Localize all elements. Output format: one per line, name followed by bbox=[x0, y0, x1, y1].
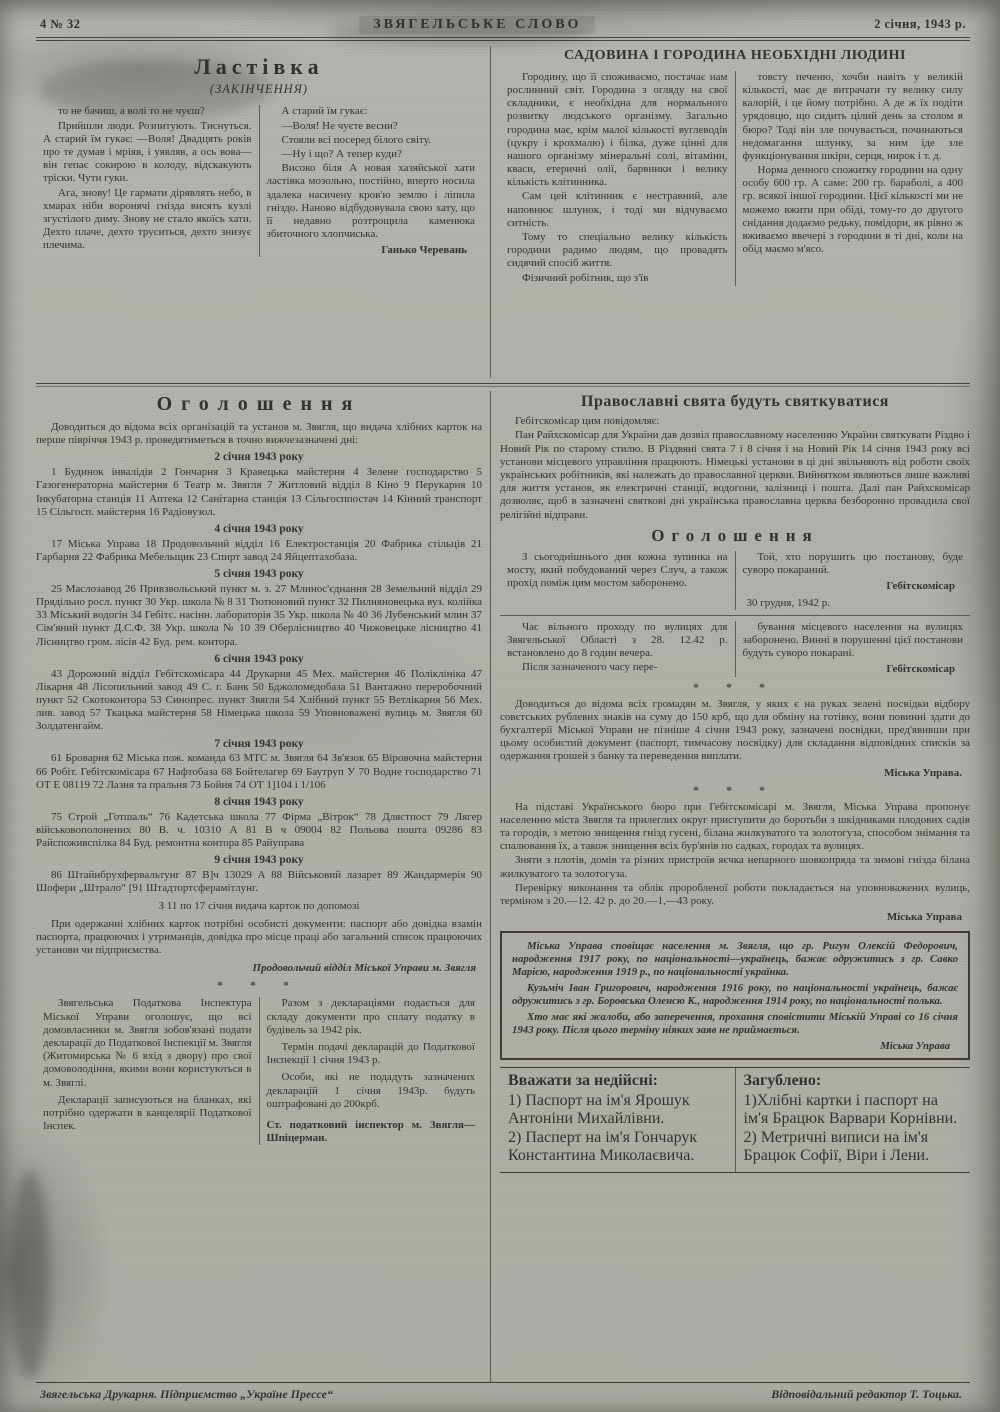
editor-imprint: Відповідальний редактор Т. Тоцька. bbox=[771, 1387, 962, 1401]
org-list: 17 Міська Управа 18 Продовольчий відділ 16 Електростанція 20 Фабрика стільців 21 Гарбарня 22 Фабрика Мебельщик 23 Спирт завод 24 Яйцептахобаза. bbox=[36, 537, 482, 563]
article-currency-exchange bbox=[500, 698, 970, 780]
paragraph: Тому то спеціально велику кількість городини радимо людям, що провадять сидячий спосіб життя. bbox=[507, 231, 728, 270]
list-item: 2) Метричні виписи на ім'я Брацюк Софії, Віри і Лени. bbox=[743, 1129, 930, 1165]
paragraph: Городину, що її споживаємо, постачає нам рослинний світ. Городина з огляду на свої складники, є необхідна для нормального розвитку людського організму. Загально городина має, крім малої кількості вуглеводів (цукру і крохмалю) і білка, дуже цінні для нашого організму мінеральні солі, вітаміни, кваси, етеричні олії, барвники і велику кількість клітинника. bbox=[507, 70, 728, 189]
printer-imprint: Звягельська Друкарня. Підприємство „Україне Прессе“ bbox=[40, 1387, 333, 1401]
column-left bbox=[500, 621, 735, 677]
department-signature: Продовольчий відділ Міської Управи м. Звягля bbox=[252, 962, 476, 975]
paragraph: Термін подачі декларацій до Податкової Інспекції 1 січня 1943 р. bbox=[266, 1040, 475, 1067]
list-item: 1) Паспорт на ім'я Ярошук Антоніни Михайлівни. bbox=[508, 1092, 690, 1128]
article-columns bbox=[500, 71, 970, 286]
paragraph: Особи, які не подадуть зазначених декларацій 1 січня 1943р. будуть оштрафовані до 200крб. bbox=[266, 1071, 475, 1110]
paragraph: Стояли всі посеред білого світу. bbox=[281, 133, 431, 146]
paragraph: Ага, знову! Це гармати дірявлять небо, в хмарах ніби воронячі гнізда висять кузлі згустілого диму. Знову не стало якоїсь хати. Дехто плаче, дехто труситься, дехто знизує плечима. bbox=[43, 186, 252, 252]
paragraph: Сам цей клітинник є нестравний, але наповнює шлунок, і тоді ми відчуваємо ситність. bbox=[507, 190, 728, 229]
date-heading: 8 січня 1943 року bbox=[214, 795, 304, 808]
gebietskommissar-signature: Гебітскомісар bbox=[886, 580, 955, 593]
org-list: 75 Строй „Готшаль“ 76 Кадетська школа 77 Фірма „Вітрок“ 78 Длястпост 79 Лягер військовополонених 80 В. ч. 10310 А 81 В ч 09004 82 Польова пошта 09286 83 Райспоживспілка 84 Буд. ремонтна контора 85 Райуправа bbox=[36, 810, 482, 850]
paragraph: Разом з деклараціями подається для складу документи про сплату податку в будівель за 1942 рік. bbox=[266, 997, 475, 1036]
article-marriage-announcements bbox=[500, 931, 970, 1060]
list-item: 1)Хлібні картки і паспорт на ім'я Брацюк Варвари Корнівни. bbox=[743, 1092, 958, 1128]
date-heading: 2 січня 1943 року bbox=[214, 451, 304, 464]
article-title: Ластівка bbox=[194, 54, 324, 79]
paragraph: Доводиться до відома всіх громадян м. Звягля, у яких є на руках зелені посвідки відбору совєтських рублевих знаків на суму до 150 крб, що для обміну на готівку, вони повинні здати до бухгалтерії Міської Управи не пізніше 4 січня 1943 року, зазначені посвідки, пред'явивши при цьому особистий документ (паспорт, тимчасову посвідку) для складання відповідних списків за одержання грошей з банку та переведення виплати. bbox=[500, 697, 970, 763]
city-board-signature: Міська Управа. bbox=[884, 766, 962, 779]
article-title: Оголошення bbox=[651, 525, 819, 545]
notices-invalid-lost bbox=[500, 1067, 970, 1173]
column-right bbox=[735, 71, 971, 286]
section-rule bbox=[36, 383, 970, 387]
notice-invalid bbox=[500, 1068, 735, 1172]
column-right bbox=[259, 997, 483, 1145]
inspector-signature: Ст. податковий інспектор м. Звягля—Шпіцерман. bbox=[266, 1118, 475, 1145]
paragraph: Після зазначеного часу пере- bbox=[522, 661, 658, 674]
column-left bbox=[36, 997, 259, 1145]
paragraph: Доводиться до відома всіх організацій та установ м. Звягля, що видача хлібних карток на перше півріччя 1943 р. проведятиметься в точно вижчезазначені дні: bbox=[36, 421, 482, 447]
paragraph: Гебітскомісар цим повідомляє: bbox=[515, 415, 660, 428]
article-sadovyna bbox=[491, 46, 970, 378]
page-header bbox=[36, 16, 970, 37]
article-orthodox-holidays bbox=[500, 392, 970, 522]
date-heading: 6 січня 1943 року bbox=[214, 652, 304, 665]
main-left-column bbox=[36, 391, 491, 1382]
gebietskommissar-signature: Гебітскомісар bbox=[886, 663, 955, 676]
paragraph: Кузьміч Іван Григорович, народження 1916 року, по національності українець, бажає одружитись з гр. Боровська Оленсю К., народження 1914 року, по національності полька. bbox=[512, 982, 958, 1008]
top-articles bbox=[36, 46, 970, 378]
paragraph: Декларації записуються на бланках, які потрібно одержати в канцелярії Податкової Інспек. bbox=[43, 1093, 252, 1133]
paragraph: Міська Управа сповіщає населення м. Звягля, що гр. Ригун Олексій Федорович, народження 1917 року, по національності—українець, бажає одружитись з гр. Савко Марією, народження 1919 р., по національності українка. bbox=[512, 940, 958, 979]
list-item: 2) Пасперт на ім'я Гончарук Константина Миколаєвича. bbox=[508, 1129, 698, 1165]
date-heading: 4 січня 1943 року bbox=[214, 522, 304, 535]
org-list: 61 Броварня 62 Міська пож. команда 63 МТС м. Звягля 64 Зв'язок 65 Віровочна майстерня 66 Робіт. Гебітскомісара 67 Нафтобаза 68 Бойтелагер 69 Баутруп У 70 Водне господарство 71 ОТ Е 08119 72 Лазня та пральня 73 Бойня 74 ОТ 1]104 і 1/106 bbox=[36, 752, 482, 791]
column-left bbox=[500, 71, 735, 286]
city-board-signature: Міська Управа bbox=[886, 911, 962, 924]
notice-lost bbox=[735, 1068, 971, 1172]
article-columns bbox=[500, 551, 970, 610]
date-heading: 7 січня 1943 року bbox=[214, 737, 304, 750]
paragraph: А старий їм гукає: bbox=[281, 105, 368, 118]
paragraph: Пан Райхскомісар для України дав дозвіл православному населенню України святкувати Різдво і Новий Рік по старому стилю. В Різдвяні свята 7 і 8 січня і на Новий Рік 14 січня 1943 року всі установи місцевого управління працюють. Німецькі установи в ці дні звільняють від роботи своїх українських робітників, які належать до православної церкви. Вийнятком являються лише важливі для життя установ, як електричні станції, водогони, залізниці і пошта. Далі пан Райхскомісар дозволяє, щоб в зазначені святкові дні українська православна церква безборонно провадила свої релігійні відправи. bbox=[500, 429, 970, 521]
city-board-signature: Міська Управа bbox=[880, 1040, 950, 1053]
article-columns bbox=[36, 105, 482, 257]
paragraph: —Воля! Не чуєте весни? bbox=[281, 119, 398, 132]
article-columns bbox=[500, 621, 970, 677]
org-list: 43 Дорожний відділ Гебітскомісара 44 Друкарня 45 Мех. майстерня 46 Поліклініка 47 Лікарня 48 Лісопильний завод 49 С. г. Банк 50 Бджоломедобаза 51 Вантажно переробочний пункт 52 Скотоконтора 53 Синопрес. пункт Звягля 54 Хлібний пункт 55 Ветлікарня 56 Мех. лив. завод 57 Ткацька майстерня 58 Німецька школа 59 Уповноважені вулиць м. Звягля 60 Золдатенгайм. bbox=[36, 667, 482, 733]
column-right bbox=[735, 551, 971, 610]
article-bridge-notice bbox=[500, 526, 970, 610]
column-right bbox=[735, 621, 971, 677]
article-pest-control bbox=[500, 801, 970, 925]
paragraph: бування місцевого населення на вулицях заборонено. Винні в порушенні цієї постанови будуть суворо покарані. bbox=[742, 620, 963, 660]
column-left bbox=[500, 551, 735, 610]
article-title: Православні свята будуть святкуватися bbox=[581, 393, 889, 410]
notice-title: Вважати за недійсні: bbox=[508, 1072, 658, 1090]
org-list: 86 Штайнбрухфервальтунг 87 В]ч 13029 А 88 Військовий лазарет 89 Жандармерія 90 Шофери „Штрало“ [91 Штадтортсферамітлунг. bbox=[36, 869, 482, 895]
article-tax-inspection bbox=[36, 997, 482, 1145]
paragraph: З сьогоднішнього дня кожна зупинка на мосту, який побудований через Случ, а також прохід поміж цим мостом заборонено. bbox=[507, 551, 728, 590]
notice-title: Загублено: bbox=[743, 1072, 822, 1090]
org-list: 1 Будинок інвалідів 2 Гончарня 3 Кравецька майстерня 4 Зелене господарство 5 Газогенераторна майстерня 6 Театр м. Звягля 7 Житловий відділ 8 Кіно 9 Перукарня 10 Інкубаторна станція 11 Аптека 12 Санітарна станція 13 Сільгосппостач 14 Кінний транспорт 15 Сільгосп. майстерня 16 Радіовузол. bbox=[36, 466, 482, 518]
org-list: 25 Маслозавод 26 Привзвольський пункт м. з. 27 Млиноc'єднання 28 Земельний відділ 29 Прядільно росл. пункт 30 Укр. школа № 8 31 Тютюновий пункт 32 Пилняновецька вуз. колійка 33 Міський водогін 34 Гебітс. насінн. лабораторія 35 Укр. школа № 40 36 Лубенський млин 37 Сім'яний пункт Д.С.Ф. 38 Укр. школа № 10 39 Оберлісництво 40 Чижовецьке лісництво 41 Лісництво гром. лісів 42 Буд. рем. контора. bbox=[36, 582, 482, 648]
paragraph: Фізичний робітник, що з'їв bbox=[522, 271, 649, 284]
issue-date: 2 січня, 1943 р. bbox=[874, 17, 966, 31]
article-subtitle: (ЗАКІНЧЕННЯ) bbox=[209, 82, 309, 97]
paragraph: Норма денного спожитку городини на одну особу 600 гр. А саме: 200 гр. бараболі, а 400 гр. всякої іншої городини. Цієї кількості ми не можемо вжити при обіді, тому-то до другого снідання додаємо редьку, помідори, як рівно ж вживаємо ввечері з городини в ті дні, коли на обід маємо м'ясо. bbox=[742, 164, 963, 256]
paragraph: Прийшли люди. Розпитують. Тиснуться. А старий їм гукає: —Воля! Двадцять років про те думав і мріяв, і уявляв, а ось вова—він гепає сокирою в колоду, відскакують тріски. Чути гуки. bbox=[43, 119, 252, 185]
paragraph: На підставі Українського бюро при Гебітскомісарі м. Звягля, Міська Управа пропонує населенню міста Звягля та прилеглих округ приступити до боротьби з шкідниками плодових садів та городів, з метою знищення гнізд гусені, білана жилкуватого та золотогуза, способом знімання та спалювання їх, а також знищення всіх бур'янів по садках, городах та вулицях. bbox=[500, 800, 970, 853]
main-articles bbox=[36, 391, 970, 1382]
author-signature: Ганько Черевань bbox=[381, 244, 467, 257]
date-heading: 9 січня 1943 року bbox=[214, 854, 304, 867]
issue-number: 4 № 32 bbox=[40, 17, 81, 31]
column-left bbox=[36, 105, 259, 257]
paragraph: При одержанні хлібних карток потрібні особисті документи: паспорт або довідка взамін паспорта, працюючих і утриманців, довідка про місце праці або загальний список працюючих установи чи підприємства. bbox=[36, 917, 482, 957]
rule bbox=[500, 615, 970, 616]
paragraph: то не бачиш, а волі то не чуєш? bbox=[58, 105, 205, 118]
paragraph: товсту печеню, хочби навіть у великій кількості, має де витрачати ту велику силу калорій, і це йому потрібно. А де ж їх подіти урядовцю, що сидить цілий день за столом в бюро? Тоді він зле почувається, починаються недомагання шлунку, за ним іде зле функціонування шкіри, серця, нирок і т. д. bbox=[742, 70, 963, 162]
asterisk-separator: * * * bbox=[693, 782, 777, 797]
paragraph: Зняти з плотів, домів та різних пристроїв яєчка непарного шовкопряда та зимові гнізда білана жилкуватого та золотогуза. bbox=[500, 854, 970, 880]
masthead-title: ЗВЯГЕЛЬСЬКЕ СЛОВО bbox=[359, 16, 595, 34]
column-right bbox=[259, 105, 483, 257]
note-line: З 11 по 17 січня видача карток по допомозі bbox=[158, 900, 360, 913]
main-right-column bbox=[491, 391, 970, 1382]
notice-date: 30 грудня, 1942 р. bbox=[746, 596, 830, 609]
paragraph: Звягельська Податкова Інспектура Міської Управи оголошує, що всі домовласники м. Звягля зобов'язані подати декларації до Податкової Інспекції м. Звягля (Житомирська № 6 вхід з двору) про свої домоволодіння, якими вони користуються в м. Звяглі. bbox=[43, 997, 252, 1089]
paragraph: —Ну і що? А тепер куди? bbox=[281, 147, 402, 160]
article-columns bbox=[36, 997, 482, 1145]
paragraph: Хто має які жалоби, або заперечення, прохання сповістити Міській Управі со 16 січня 1943 року. Після цього терміну ніяких заяв не приймається. bbox=[512, 1011, 958, 1037]
page-footer bbox=[36, 1382, 970, 1402]
article-title: САДОВИНА І ГОРОДИНА НЕОБХІДНІ ЛЮДИНІ bbox=[564, 48, 906, 63]
asterisk-separator: * * * bbox=[217, 978, 301, 993]
paragraph: Той, хто порушить цю постанову, буде суворо покараний. bbox=[742, 551, 963, 577]
article-bread-cards bbox=[36, 392, 482, 975]
article-curfew bbox=[500, 621, 970, 677]
article-lastivka bbox=[36, 46, 491, 378]
date-heading: 5 січня 1943 року bbox=[214, 568, 304, 581]
asterisk-separator: * * * bbox=[693, 679, 777, 694]
article-title: Оголошення bbox=[156, 393, 362, 415]
paragraph: Час вільного проходу по вулицях для Звягельської Області з 28. 12.42 р. встановлено до 8 годин вечера. bbox=[507, 620, 728, 660]
header-rule bbox=[36, 37, 970, 41]
paragraph: Високо біля А новая хазяйської хати ластівка мозольно, постійно, вперто носила здалека насичену кров'ю землю і ліпила гніздо. Наново відбудовувала свою хату, що її недавно розтрощила каменюка збиточного хлопчиська. bbox=[266, 162, 475, 241]
paragraph: Перевірку виконання та облік проробленої роботи покладається на уповноважених вулиць, терміном з 20.—12. 42 р. до 20.—1,—43 року. bbox=[500, 881, 970, 908]
